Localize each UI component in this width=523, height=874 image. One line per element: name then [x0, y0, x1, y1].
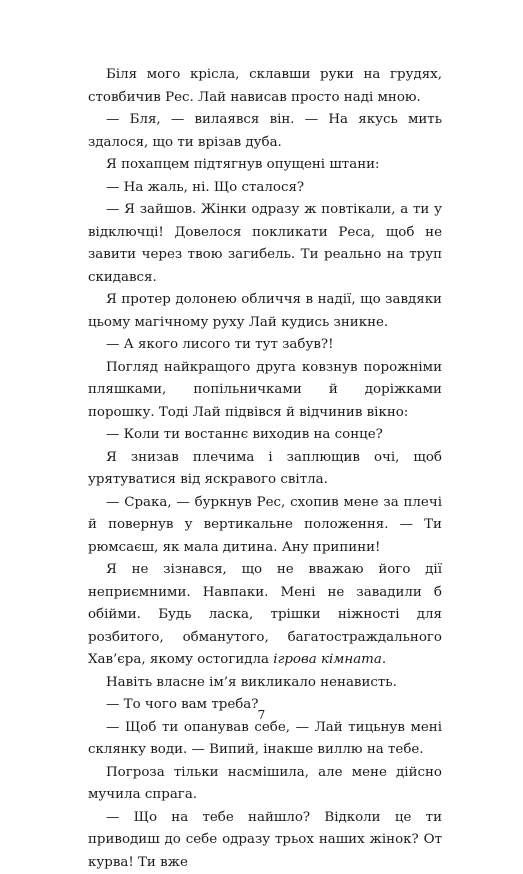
paragraph: — То чого вам треба? [88, 694, 442, 717]
paragraph: Погроза тільки насмішила, але мене дійсно мучила спрага. [88, 762, 442, 807]
page-number: 7 [0, 708, 523, 722]
paragraph: — Бля, — вилаявся він. — На якусь мить здалося, що ти врізав дуба. [88, 109, 442, 154]
paragraph: Біля мого крісла, склавши руки на грудях, стовбичив Рес. Лай нависав просто наді мною. [88, 64, 442, 109]
paragraph: — Срака, — буркнув Рес, схопив мене за плечі й повернув у вертикальне положення. — Ти рюмсаєш, як мала дитина. Ану припини! [88, 492, 442, 560]
paragraph: Навіть власне ім’я викликало ненависть. [88, 672, 442, 695]
paragraph: — Коли ти востаннє виходив на сонце? [88, 424, 442, 447]
paragraph: — А якого лисого ти тут забув?! [88, 334, 442, 357]
paragraph: — Я зайшов. Жінки одразу ж повтікали, а ти у відключці! Довелося покликати Реса, щоб не завити через твою загибель. Ти реально на труп скидався. [88, 199, 442, 289]
paragraph-with-italic [88, 559, 442, 672]
paragraph: — Що на тебе найшло? Відколи це ти приводиш до себе одразу трьох наших жінок? От курва! Ти вже [88, 807, 442, 874]
italic-phrase: ігрова кімната [273, 652, 382, 667]
paragraph: Погляд найкращого друга ковзнув порожніми пляшками, попільничками й доріжками порошку. Тоді Лай підвівся й відчинив вікно: [88, 357, 442, 425]
paragraph: Я похапцем підтягнув опущені штани: [88, 154, 442, 177]
italic-suffix: . [382, 652, 386, 667]
paragraph: — Щоб ти опанував себе, — Лай тицьнув мені склянку води. — Випий, інакше виллю на тебе. [88, 717, 442, 762]
paragraph-text: Я не зізнався, що не вважаю його дії неприємними. Навпаки. Мені не завадили б обійми. Будь ласка, трішки ніжності для розбитого, обманутого, багатостраждального Хав’єра, якому остогидла [88, 562, 442, 667]
paragraph: — На жаль, ні. Що сталося? [88, 177, 442, 200]
paragraph: Я знизав плечима і заплющив очі, щоб урятуватися від яскравого світла. [88, 447, 442, 492]
paragraph: Я протер долонею обличчя в надії, що завдяки цьому магічному руху Лай кудись зникне. [88, 289, 442, 334]
body-text [88, 64, 442, 874]
